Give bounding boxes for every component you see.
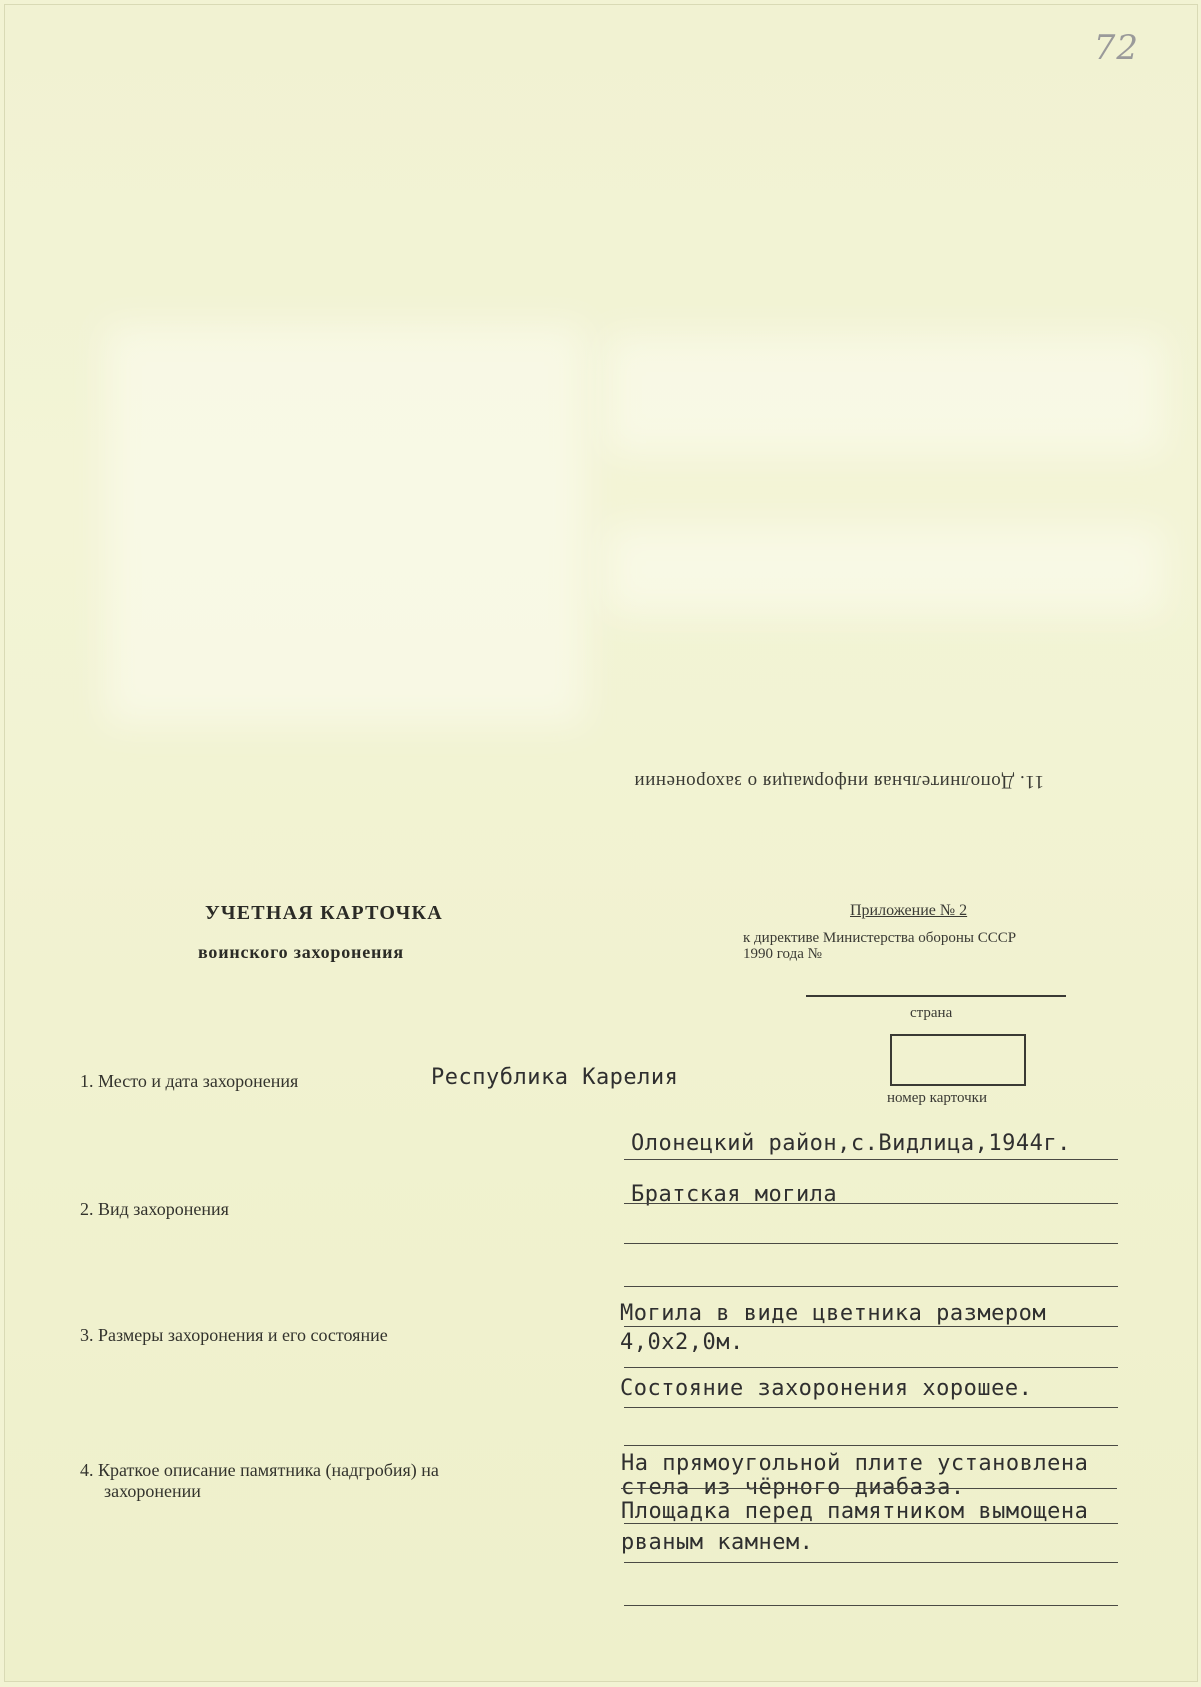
q3-underline-3	[624, 1407, 1118, 1408]
q4-label-line-2: захоронении	[104, 1481, 201, 1501]
q4-value-line-1: На прямоугольной плите установлена	[621, 1451, 1089, 1476]
q2-label: 2. Вид захоронения	[80, 1199, 229, 1219]
q3-underline-2	[624, 1367, 1118, 1368]
q4-value-line-3: Площадка перед памятником вымощена	[621, 1499, 1089, 1524]
country-label: страна	[910, 1005, 953, 1021]
q4-underline-3	[624, 1605, 1118, 1606]
appendix-title: Приложение № 2	[850, 902, 968, 919]
card-title: УЧЕТНАЯ КАРТОЧКА	[205, 902, 443, 924]
q3-value-line-1: Могила в виде цветника размером	[620, 1301, 1047, 1326]
q1-underline	[624, 1159, 1118, 1160]
directive-reference	[743, 930, 1016, 962]
q2-underline-2	[624, 1243, 1118, 1244]
q2-underline-1	[624, 1203, 1118, 1204]
q4-label-line-1: 4. Краткое описание памятника (надгробия) на	[80, 1460, 439, 1480]
q1-value-line-2: Олонецкий район,с.Видлица,1944г.	[631, 1131, 1071, 1156]
paper-sheet	[4, 4, 1198, 1682]
q3-underline-4	[624, 1445, 1118, 1446]
q3-label: 3. Размеры захоронения и его состояние	[80, 1325, 388, 1345]
q1-label: 1. Место и дата захоронения	[80, 1071, 299, 1091]
q3-value-line-3: Состояние захоронения хорошее.	[620, 1376, 1033, 1401]
q3-value-line-2: 4,0х2,0м.	[620, 1330, 744, 1355]
q1-value-line-1: Республика Карелия	[431, 1065, 679, 1090]
card-number-label: номер карточки	[887, 1090, 987, 1106]
q4-value-line-4: рваным камнем.	[621, 1530, 814, 1555]
q4-value-line-2: стела из чёрного диабаза.	[621, 1475, 965, 1500]
country-field-line	[806, 995, 1066, 997]
q2-underline-3	[624, 1286, 1118, 1287]
q3-underline-1	[624, 1326, 1118, 1327]
directive-line-2: 1990 года №	[743, 946, 822, 962]
q4-struck-line	[621, 1488, 1117, 1489]
section-11-heading-inverted: 11. Дополнительная информация о захоронении	[634, 771, 1045, 792]
q2-value: Братская могила	[631, 1182, 838, 1207]
q4-underline-2	[624, 1562, 1118, 1563]
directive-line-1: к директиве Министерства обороны СССР	[743, 930, 1017, 946]
card-number-box	[890, 1034, 1026, 1086]
q4-underline-1	[624, 1523, 1118, 1524]
archive-page-number: 72	[1093, 28, 1139, 68]
card-subtitle: воинского захоронения	[198, 942, 404, 962]
